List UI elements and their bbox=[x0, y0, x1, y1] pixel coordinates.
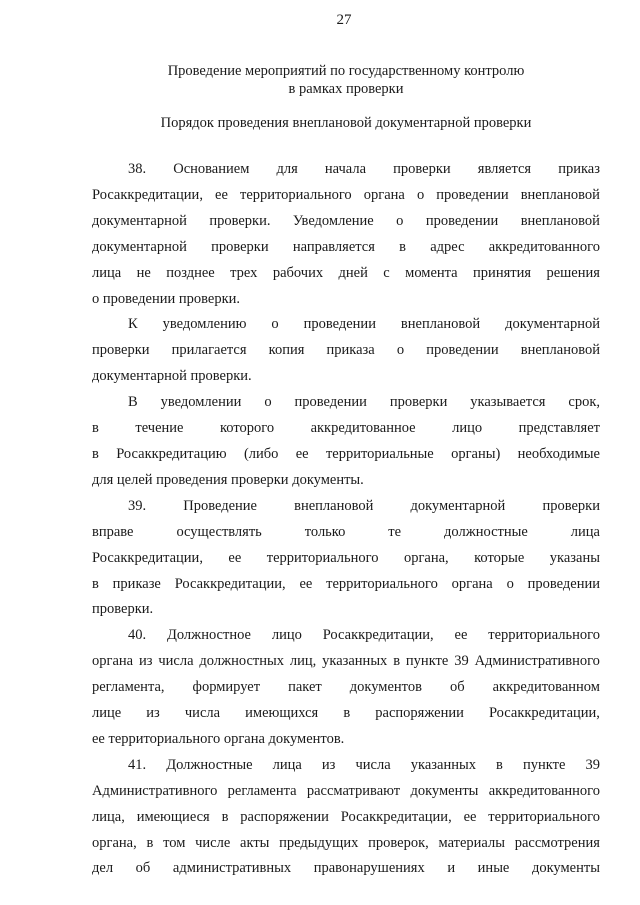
paragraph-line: лица, имеющиеся в распоряжении Росаккредитации, ее территориального bbox=[92, 808, 600, 825]
paragraph-line: 41. Должностные лица из числа указанных в пункте 39 bbox=[128, 756, 600, 773]
paragraph-line: В уведомлении о проведении проверки указывается срок, bbox=[128, 394, 600, 411]
paragraph-40 bbox=[92, 623, 600, 753]
paragraph-line: дел об административных правонарушениях и иные документы bbox=[92, 860, 600, 877]
page-number: 27 bbox=[336, 12, 352, 28]
paragraph-line: в Росаккредитацию (либо ее территориальные органы) необходимые bbox=[92, 445, 600, 462]
paragraph-line: Административного регламента рассматривают документы аккредитованного bbox=[92, 782, 600, 799]
paragraph-line: для целей проведения проверки документы. bbox=[92, 471, 364, 488]
paragraph-38-notice-attachment bbox=[92, 312, 600, 390]
body-text bbox=[92, 157, 600, 882]
paragraph-38 bbox=[92, 157, 600, 312]
paragraph-line: ее территориального органа документов. bbox=[92, 730, 345, 747]
paragraph-line: Росаккредитации, ее территориального органа о проведении внеплановой bbox=[92, 186, 600, 203]
section-heading bbox=[92, 62, 600, 98]
paragraph-line: в течение которого аккредитованное лицо представляет bbox=[92, 420, 600, 437]
paragraph-line: К уведомлению о проведении внеплановой документарной bbox=[128, 316, 600, 333]
paragraph-38-notice-deadline bbox=[92, 390, 600, 494]
paragraph-line: документарной проверки. Уведомление о проведении внеплановой bbox=[92, 212, 600, 229]
paragraph-line: лице из числа имеющихся в распоряжении Росаккредитации, bbox=[92, 705, 600, 722]
paragraph-line: 40. Должностное лицо Росаккредитации, ее территориального bbox=[128, 627, 600, 644]
paragraph-line: Росаккредитации, ее территориального органа, которые указаны bbox=[92, 549, 600, 566]
paragraph-39 bbox=[92, 494, 600, 624]
paragraph-line: проверки прилагается копия приказа о проведении внеплановой bbox=[92, 342, 600, 359]
paragraph-line: 39. Проведение внеплановой документарной проверки bbox=[128, 497, 600, 514]
section-heading-line-1: Проведение мероприятий по государственному контролю bbox=[167, 63, 525, 79]
paragraph-line: вправе осуществлять только те должностные лица bbox=[92, 523, 600, 540]
paragraph-line: 38. Основанием для начала проверки является приказ bbox=[128, 161, 600, 177]
paragraph-line: о проведении проверки. bbox=[92, 290, 240, 307]
paragraph-line: проверки. bbox=[92, 601, 154, 618]
section-heading-line-2: в рамках проверки bbox=[288, 81, 404, 97]
subsection-heading: Порядок проведения внеплановой документарной проверки bbox=[160, 115, 532, 131]
paragraph-line: в приказе Росаккредитации, ее территориального органа о проведении bbox=[92, 575, 600, 592]
paragraph-41 bbox=[92, 753, 600, 883]
paragraph-line: регламента, формирует пакет документов об аккредитованном bbox=[92, 679, 600, 696]
paragraph-line: органа из числа должностных лиц, указанных в пункте 39 Административного bbox=[92, 653, 600, 670]
paragraph-line: документарной проверки направляется в адрес аккредитованного bbox=[92, 238, 600, 255]
paragraph-line: документарной проверки. bbox=[92, 368, 252, 385]
paragraph-line: лица не позднее трех рабочих дней с момента принятия решения bbox=[92, 264, 600, 281]
paragraph-line: органа, в том числе акты предыдущих проверок, материалы рассмотрения bbox=[92, 834, 600, 851]
